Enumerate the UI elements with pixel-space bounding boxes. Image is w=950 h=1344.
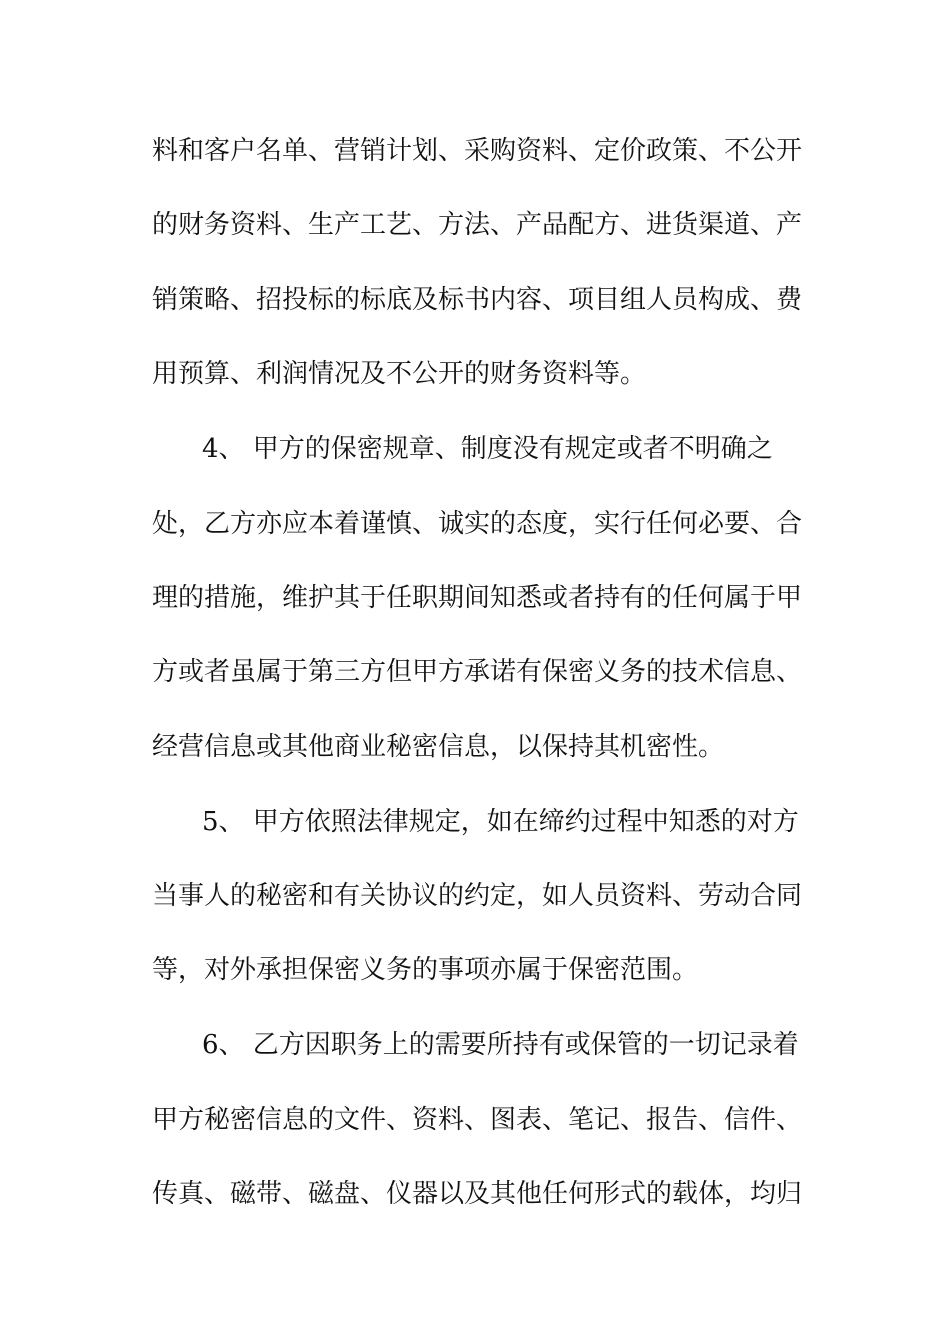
text-line-9: 经营信息或其他商业秘密信息，以保持其机密性。 (152, 732, 725, 762)
text-line-3: 销策略、招投标的标底及标书内容、项目组人员构成、费 (152, 285, 803, 315)
text-line-6: 处，乙方亦应本着谨慎、诚实的态度，实行任何必要、合 (152, 509, 803, 539)
text-line-7: 理的措施，维护其于任职期间知悉或者持有的任何属于甲 (152, 583, 803, 613)
text-line-14: 甲方秘密信息的文件、资料、图表、笔记、报告、信件、 (152, 1105, 803, 1135)
text-line-2: 的财务资料、生产工艺、方法、产品配方、进货渠道、产 (152, 210, 803, 240)
text-line-1: 料和客户名单、营销计划、采购资料、定价政策、不公开 (152, 136, 803, 166)
text-line-12: 等，对外承担保密义务的事项亦属于保密范围。 (152, 955, 699, 985)
clause-4-start: 4、 甲方的保密规章、制度没有规定或者不明确之 (202, 434, 773, 464)
text-line-4: 用预算、利润情况及不公开的财务资料等。 (152, 359, 647, 389)
text-line-15: 传真、磁带、磁盘、仪器以及其他任何形式的载体，均归 (152, 1179, 803, 1209)
text-line-8: 方或者虽属于第三方但甲方承诺有保密义务的技术信息、 (152, 657, 803, 687)
clause-5-start: 5、 甲方依照法律规定，如在缔约过程中知悉的对方 (202, 807, 799, 837)
clause-6-start: 6、 乙方因职务上的需要所持有或保管的一切记录着 (202, 1030, 799, 1060)
text-line-11: 当事人的秘密和有关协议的约定，如人员资料、劳动合同 (152, 881, 803, 911)
